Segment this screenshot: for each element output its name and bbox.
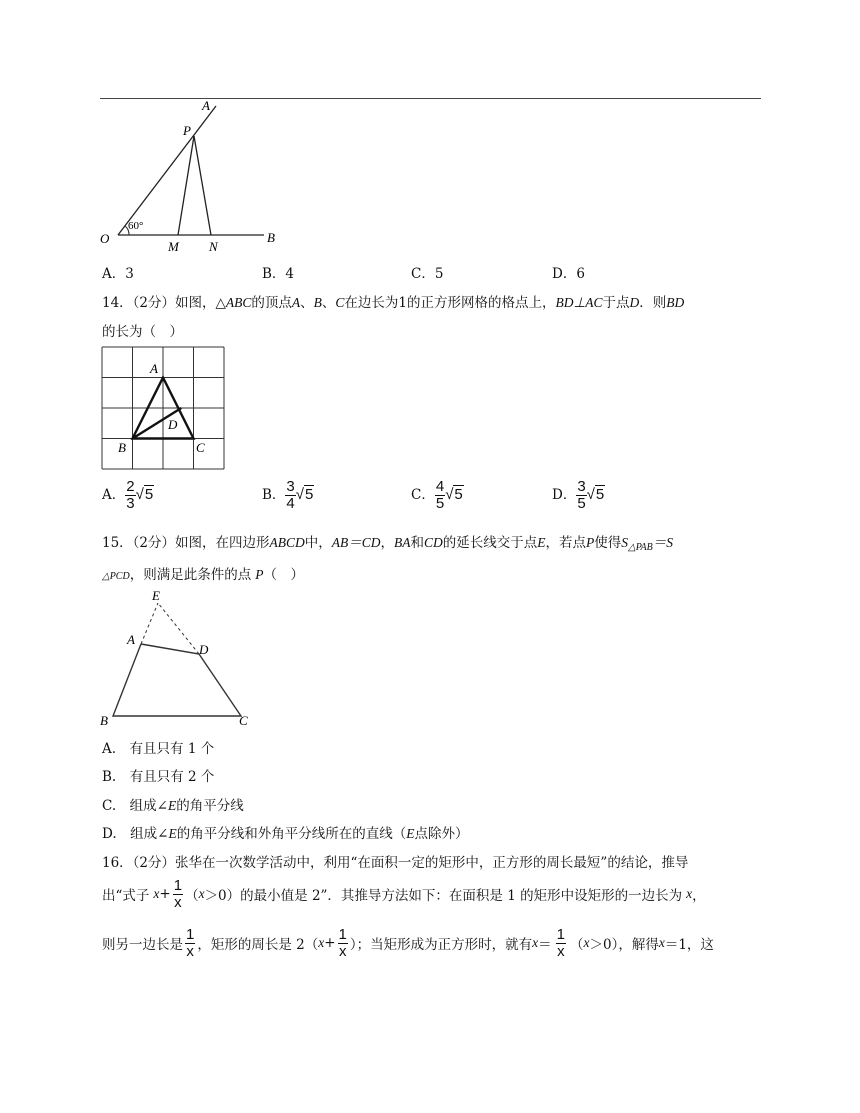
q15-option-d-post: 点除外）	[414, 826, 469, 842]
q15-sub1: △PAB	[628, 542, 653, 553]
quad-label-d: D	[199, 642, 209, 657]
q15-stem-line2	[102, 563, 304, 583]
q16-l2-a: 出“式子	[102, 888, 150, 904]
label-m: M	[168, 239, 179, 254]
q14-option-a-rad: 5	[144, 485, 154, 503]
q16-frac4-num: 1	[556, 925, 565, 943]
q16-x7: x	[658, 935, 665, 950]
q14-option-b-rad: 5	[305, 485, 314, 503]
q14-bd-ac: BD⊥AC	[555, 295, 603, 310]
q15-option-d-e2: E	[406, 826, 415, 841]
q14-option-d-den: 5	[577, 494, 586, 512]
grid-label-c: C	[196, 440, 205, 455]
grid-label-b: B	[118, 440, 126, 455]
q15-option-d-mid: 的角平分线和外角平分线所在的直线（	[176, 826, 407, 842]
q15-abcd: ABCD	[269, 535, 305, 550]
q14-option-b[interactable]: B． $\frac{3}{4}$ √5	[262, 478, 314, 512]
quad-label-c: C	[239, 713, 248, 728]
q15-e: E	[537, 535, 546, 550]
q14-option-a-num: 2	[126, 478, 135, 495]
q15-option-c-pre: C. 组成∠	[102, 798, 168, 814]
q16-frac4-den: x	[557, 942, 565, 960]
label-o: O	[100, 231, 110, 246]
ray-oa	[118, 106, 216, 235]
q16-frac1-den: x	[174, 893, 182, 911]
header-rule	[100, 98, 761, 99]
label-b: B	[267, 230, 275, 245]
q16-l2-b: （	[185, 888, 199, 904]
q14-option-d[interactable]: D． $\frac{3}{5}$ √5	[552, 478, 605, 512]
q16-plus: +	[159, 886, 171, 902]
q14-b: B	[313, 295, 322, 310]
q16-l3-h: ＝1，这	[664, 937, 714, 953]
q13-option-b[interactable]: B．4	[262, 266, 295, 282]
q14-abc: ABC	[225, 295, 252, 310]
label-n: N	[209, 239, 218, 254]
dashed-ae	[141, 603, 158, 644]
q16-frac2-den: x	[186, 942, 194, 960]
q14-prefix: 14．（2分）如图，△	[102, 295, 226, 311]
q15-option-c-e: E	[167, 798, 177, 813]
q14-t2: 在边长为1的正方形网格的格点上，	[344, 295, 556, 311]
q15-ab-cd: AB＝CD	[331, 535, 381, 550]
q16-line3	[102, 922, 714, 964]
q14-stem-line2: 的长为（ ）	[102, 324, 183, 340]
q14-option-a-den: 3	[126, 494, 135, 512]
q16-l2-d: ，	[692, 888, 706, 904]
grid-label-a: A	[150, 361, 158, 376]
q16-line2	[102, 874, 706, 914]
q14-option-c-num: 4	[435, 478, 445, 495]
q14-d: D	[629, 295, 640, 310]
q14-option-b-label: B．	[262, 486, 286, 503]
q14-option-b-num: 3	[286, 478, 295, 495]
q15-option-d-e: E	[168, 826, 177, 841]
q14-option-d-rad: 5	[595, 485, 605, 503]
q14-option-d-num: 3	[577, 478, 586, 495]
q14-stem-line1	[102, 291, 684, 311]
dashed-de	[158, 603, 199, 654]
q16-l3-c: +	[324, 935, 336, 951]
grid-label-d: D	[168, 417, 178, 432]
q16-l3-e: ＝	[538, 937, 552, 953]
q14-option-a-label: A．	[102, 486, 126, 503]
q15-t7: ，则满足此条件的点	[129, 567, 252, 583]
q16-frac2-num: 1	[186, 925, 195, 943]
q15-sub2: △PCD	[102, 571, 130, 582]
q14-option-a[interactable]: A． $\frac{2}{3}$ √5	[102, 478, 154, 512]
q15-eq: ＝S	[652, 535, 674, 550]
q16-l3-f: （	[569, 937, 584, 953]
q15-t4: 的延长线交于点	[442, 535, 538, 551]
q16-frac3-den: x	[338, 942, 347, 960]
q14-bd: BD	[666, 295, 685, 310]
figure-quadrilateral-abcd	[98, 586, 258, 728]
segment-pn	[194, 136, 211, 235]
label-p: P	[183, 123, 191, 138]
q16-x3: x	[686, 886, 693, 901]
q15-t5: ，若点	[545, 535, 587, 551]
q14-option-c-den: 5	[435, 494, 445, 512]
q14-t4: ．则	[639, 295, 667, 311]
q15-t6: 使得	[594, 535, 622, 551]
q13-option-d[interactable]: D．6	[552, 266, 585, 282]
figure-angle-aob	[98, 100, 288, 256]
q15-t8: （ ）	[263, 567, 304, 583]
q15-prefix: 15．（2分）如图，在四边形	[102, 535, 270, 551]
q15-t3: 和	[410, 535, 425, 551]
q16-x5: x	[532, 935, 539, 950]
q15-option-c-post: 的角平分线	[176, 798, 244, 814]
q14-t3: 于点	[602, 295, 630, 311]
q15-option-b[interactable]: B. 有且只有 2 个	[102, 769, 215, 785]
q14-option-c[interactable]: C． $\frac{4}{5}$ √5	[411, 478, 463, 512]
label-angle: 60°	[128, 220, 144, 232]
q16-l3-b: ，矩形的周长是 2（	[197, 937, 319, 953]
q15-ba: BA	[394, 535, 411, 550]
q14-option-c-rad: 5	[454, 485, 463, 503]
q14-sep2: 、	[321, 295, 336, 311]
q16-l3-d: ）；当矩形成为正方形时，就有	[349, 937, 533, 953]
q13-option-a[interactable]: A．3	[102, 266, 134, 282]
quad-label-e: E	[152, 588, 160, 603]
q16-l3-g: ＞0），解得	[589, 937, 659, 953]
q16-l2-c: ＞0）的最小值是 2”．其推导方法如下：在面积是 1 的矩形中设矩形的一边长为	[204, 888, 683, 904]
q14-sep1: 、	[300, 295, 314, 311]
q14-option-c-label: C．	[411, 486, 435, 503]
q16-line1: 16．（2分）张华在一次数学活动中，利用“在面积一定的矩形中，正方形的周长最短”的结论，推导	[102, 855, 689, 871]
q14-option-b-den: 4	[286, 494, 295, 512]
q15-stem-line1	[102, 531, 673, 553]
quadrilateral	[113, 644, 241, 716]
q16-x2: x	[198, 886, 205, 901]
q15-s1: S	[621, 535, 629, 550]
q16-x1: x	[153, 886, 160, 901]
q15-cd: CD	[424, 535, 443, 550]
q15-p: P	[586, 535, 595, 550]
q15-option-c[interactable]	[102, 794, 244, 814]
q15-option-d[interactable]	[102, 822, 468, 842]
q16-l3-a: 则另一边长是	[102, 937, 183, 953]
q14-option-d-label: D．	[552, 486, 577, 503]
figure-grid-triangle	[100, 345, 228, 472]
q14-a: A	[291, 295, 301, 310]
q15-option-d-pre: D. 组成∠	[102, 826, 169, 842]
q16-frac3-num: 1	[338, 925, 347, 943]
q16-frac1-num: 1	[173, 876, 183, 894]
q14-c: C	[335, 295, 345, 310]
q13-option-c[interactable]: C．5	[411, 266, 444, 282]
q14-t1: 的顶点	[251, 295, 292, 311]
segment-pm	[178, 136, 194, 235]
quad-label-a: A	[127, 632, 135, 647]
q16-x6: x	[583, 935, 590, 950]
q15-option-a[interactable]: A. 有且只有 1 个	[102, 741, 215, 757]
q15-p2: P	[255, 567, 264, 582]
q15-t1: 中，	[304, 535, 332, 551]
quad-label-b: B	[100, 713, 108, 728]
label-a: A	[202, 100, 210, 113]
q15-t2: ，	[380, 535, 395, 551]
q16-x4: x	[318, 935, 325, 950]
